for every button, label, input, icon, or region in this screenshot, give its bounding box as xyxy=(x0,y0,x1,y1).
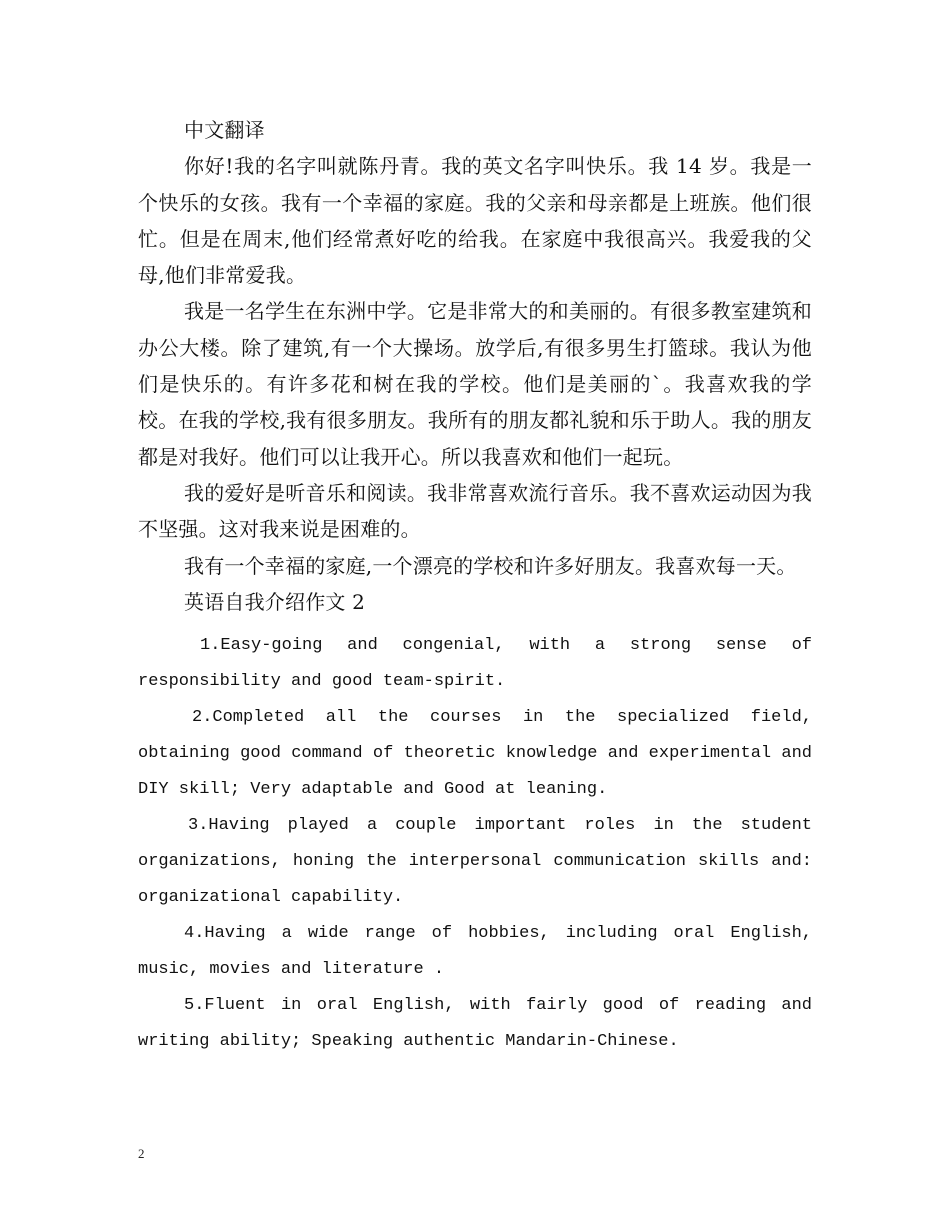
english-list xyxy=(138,628,812,1060)
heading-essay-2: 英语自我介绍作文 2 xyxy=(184,589,366,614)
paragraph-cn-2: 我是一名学生在东洲中学。它是非常大的和美丽的。有很多教室建筑和办公大楼。除了建筑,有一个大操场。放学后,有很多男生打篮球。我认为他们是快乐的。有许多花和树在我的学校。他们是美丽的`。我喜欢我的学校。在我的学校,我有很多朋友。我所有的朋友都礼貌和乐于助人。我的朋友都是对我好。他们可以让我开心。所以我喜欢和他们一起玩。 xyxy=(138,299,812,469)
list-item-en-2: 2.Completed all the courses in the specialized field, obtaining good command of theoretic knowledge and experimental and DIY skill; Very adaptable and Good at leaning. xyxy=(138,708,812,800)
list-item-en-5: 5.Fluent in oral English, with fairly good of reading and writing ability; Speaking authentic Mandarin-Chinese. xyxy=(138,996,812,1052)
paragraph-cn-3: 我的爱好是听音乐和阅读。我非常喜欢流行音乐。我不喜欢运动因为我不坚强。这对我来说是困难的。 xyxy=(138,480,812,542)
list-item-en-4: 4.Having a wide range of hobbies, including oral English, music, movies and literature . xyxy=(138,924,812,980)
paragraph-cn-1: 你好!我的名字叫就陈丹青。我的英文名字叫快乐。我 14 岁。我是一个快乐的女孩。我有一个幸福的家庭。我的父亲和母亲都是上班族。他们很忙。但是在周末,他们经常煮好吃的给我。在家庭中我很高兴。我爱我的父母,他们非常爱我。 xyxy=(138,154,812,288)
list-item-en-3: 3.Having played a couple important roles in the student organizations, honing the interpersonal communication skills and: organizational capability. xyxy=(138,816,812,908)
page-number: 2 xyxy=(138,1146,145,1161)
paragraph-cn-4: 我有一个幸福的家庭,一个漂亮的学校和许多好朋友。我喜欢每一天。 xyxy=(184,553,797,578)
list-item-en-1: 1.Easy-going and congenial, with a strong sense of responsibility and good team-spirit. xyxy=(138,636,812,692)
heading-chinese-translation: 中文翻译 xyxy=(184,118,265,142)
page-body xyxy=(138,112,812,1060)
